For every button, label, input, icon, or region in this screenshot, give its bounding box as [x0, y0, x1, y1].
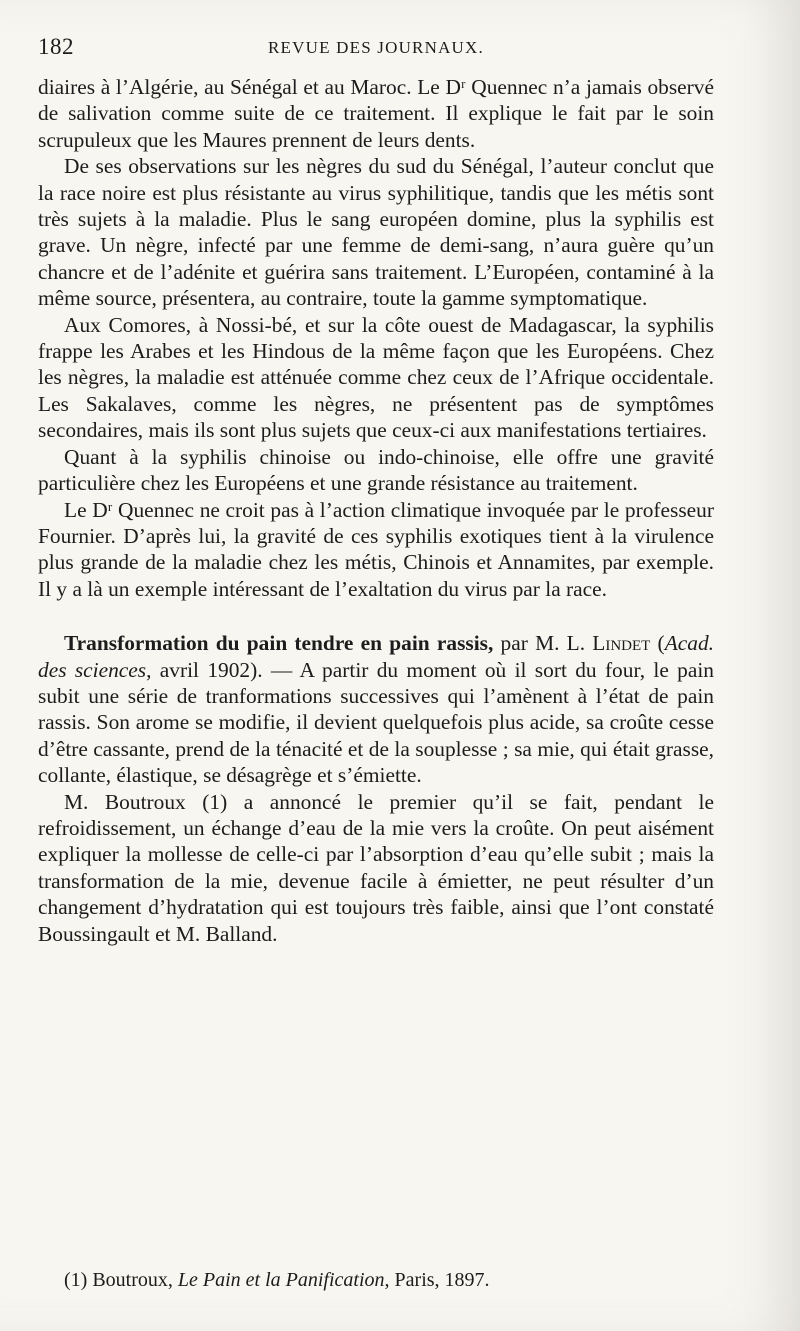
page-header	[38, 34, 714, 64]
running-head: REVUE DES JOURNAUX.	[268, 38, 484, 57]
section-spacer	[38, 602, 714, 630]
paragraph-quennec-conclusion: Le Dʳ Quennec ne croit pas à l’action climatique invoquée par le professeur Fournier. D’après lui, la gravité de ces syphilis exotiques tient à la virulence plus grande de la maladie chez les métis, Chinois et Annamites, par exemple. Il y a là un exemple intéressant de l’exaltation du virus par la race.	[38, 497, 714, 601]
footnote	[38, 1268, 714, 1292]
section-title: Transformation du pain tendre en pain rassis,	[64, 631, 494, 656]
footnote-rest: , Paris, 1897.	[384, 1269, 490, 1291]
footnote-marker: (1) Boutroux,	[64, 1269, 173, 1291]
section-source: Acad. des sciences	[38, 631, 714, 682]
footnote-title: Le Pain et la Panification	[177, 1269, 385, 1291]
section-date: , avril 1902).	[146, 657, 263, 682]
paragraph-comores: Aux Comores, à Nossi-bé, et sur la côte ouest de Madagascar, la syphilis frappe les Arabes et les Hindous de la même façon que les Européens. Chez les nègres, la maladie est atténuée comme chez ceux de l’Afrique occidentale. Les Sakalaves, comme les nègres, ne présentent pas de symptômes secondaires, mais ils sont plus sujets que ceux-ci aux manifestations tertiaires.	[38, 312, 714, 443]
section-paragraph-boutroux: M. Boutroux (1) a annoncé le premier qu’il se fait, pendant le refroidissement, un échange d’eau de la mie vers la croûte. On peut aisément expliquer la mollesse de celle-ci par l’absorption d’eau qu’elle subit ; mais la transformation de la mie, devenue facile à émietter, ne peut résulter d’un changement d’hydratation qui est toujours très faible, ainsi que l’ont constaté Boussingault et M. Balland.	[38, 789, 714, 946]
section-body: — A partir du moment où il sort du four, le pain subit une série de tranformations successives qui l’amènent à l’état de pain rassis. Son arome se modifie, il devient quelquefois plus acide, sa croûte cesse d’être cassante, prend de la ténacité et de la souplesse ; sa mie, qui était grasse, collante, élastique, se désagrège et s’émiette.	[38, 657, 714, 788]
paragraph-continued: diaires à l’Algérie, au Sénégal et au Maroc. Le Dʳ Quennec n’a jamais observé de salivation comme suite de ce traitement. Il explique le fait par le soin scrupuleux que les Maures prennent de leurs dents.	[38, 75, 714, 152]
section-author: Lindet	[592, 631, 651, 656]
paragraph-syphilis-chinoise: Quant à la syphilis chinoise ou indo-chinoise, elle offre une gravité particulière chez les Européens et une grande résistance au traitement.	[38, 444, 714, 496]
paragraph-observations: De ses observations sur les nègres du sud du Sénégal, l’auteur conclut que la race noire est plus résistante au virus syphilitique, tandis que les métis sont très sujets à la maladie. Plus le sang européen domine, plus la syphilis est grave. Un nègre, infecté par une femme de demi-sang, n’aura guère qu’un chancre et de l’adénite et guérira sans traitement. L’Européen, contaminé à la même source, présentera, au contraire, toute la gamme symptomatique.	[38, 154, 714, 311]
section-by: par M. L.	[500, 631, 586, 656]
page-number: 182	[38, 34, 74, 59]
section-paragraph-intro: Transformation du pain tendre en pain rassis, par M. L. Lindet (Acad. des sciences, avril 1902). — A partir du moment où il sort du four, le pain subit une série de tranformations successives qui l’amènent à l’état de pain rassis. Son arome se modifie, il devient quelquefois plus acide, sa croûte cesse d’être cassante, prend de la ténacité et de la souplesse ; sa mie, qui était grasse, collante, élastique, se désagrège et s’émiette.	[38, 631, 714, 788]
article-body	[38, 74, 714, 947]
